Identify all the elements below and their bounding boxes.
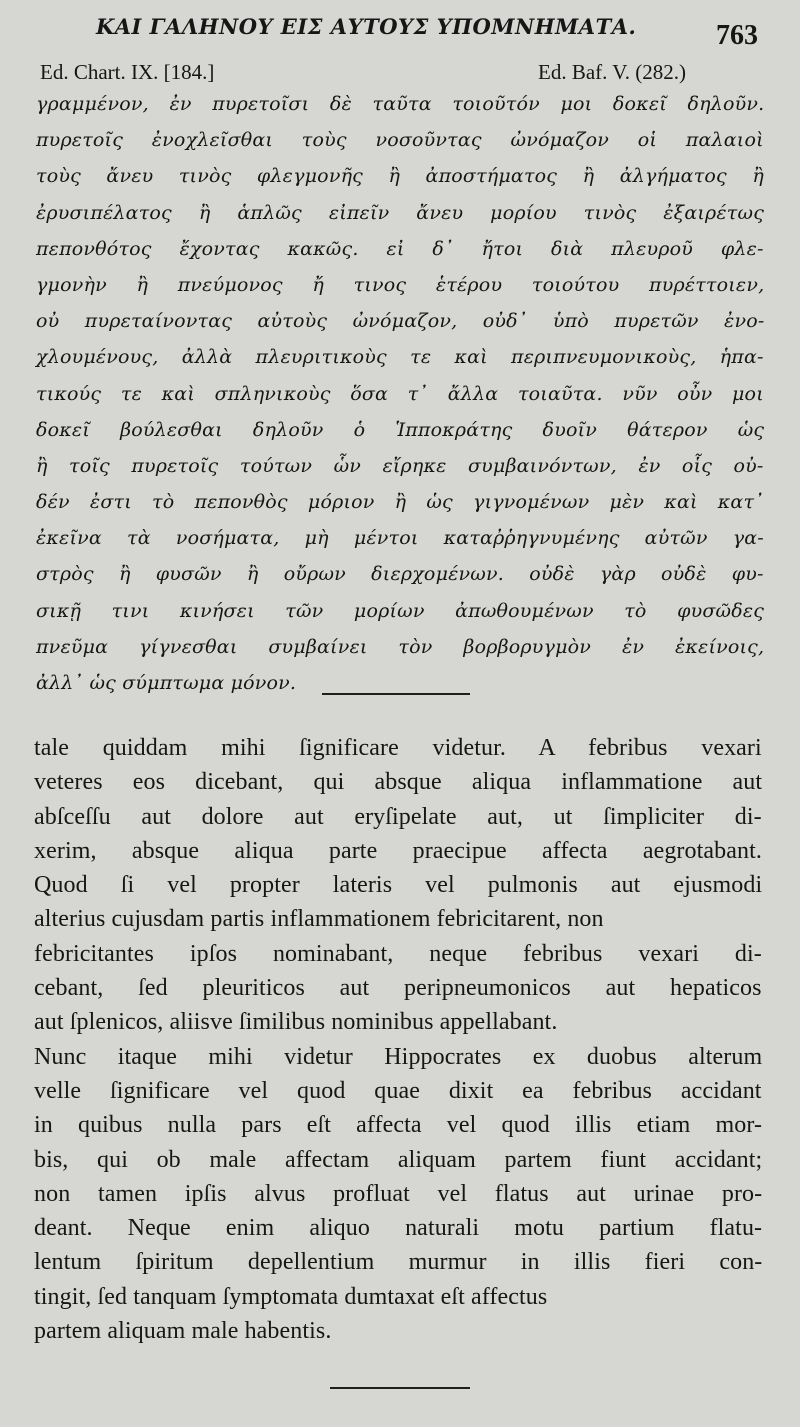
greek-line: δέν ἐστι τὸ πεπονθὸς μόριον ἢ ὡς γιγνομένων μὲν καὶ κατ᾽ [36, 491, 764, 514]
latin-line: cebant, ſed pleuriticos aut peripneumonicos aut hepaticos [34, 975, 762, 1002]
page-number: 763 [716, 20, 758, 51]
latin-line: in quibus nulla pars eſt affecta vel quod illis etiam mor- [34, 1112, 763, 1139]
latin-line: alterius cujusdam partis inflammationem febricitarent, non [34, 906, 604, 933]
latin-line: veteres eos dicebant, qui absque aliqua inflammatione aut [34, 769, 763, 796]
latin-line: febricitantes ipſos nominabant, neque febribus vexari di- [34, 940, 762, 967]
latin-line: Nunc itaque mihi videtur Hippocrates ex duobus alterum [34, 1043, 763, 1070]
greek-line: δοκεῖ βούλεσθαι δηλοῦν ὁ Ἱπποκράτης δυοῖν θάτερον ὡς [36, 418, 765, 441]
greek-line: ἀλλ᾽ ὡς σύμπτωμα μόνον. [36, 672, 297, 694]
end-divider [330, 1387, 470, 1389]
latin-line: deant. Neque enim aliquo naturali motu partium flatu- [34, 1215, 763, 1242]
greek-line: ἢ τοῖς πυρετοῖς τούτων ὧν εἴρηκε συμβαινόντων, ἐν οἷς οὐ- [36, 454, 764, 477]
latin-line: partem aliquam male habentis. [34, 1318, 332, 1345]
greek-line: γραμμένον, ἐν πυρετοῖσι δὲ ταῦτα τοιοῦτόν μοι δοκεῖ δηλοῦν. [36, 93, 765, 115]
latin-line: xerim, absque aliqua parte praecipue affecta aegrotabant. [34, 837, 762, 864]
greek-line: πεπονθότος ἔχοντας κακῶς. εἰ δ᾽ ἤτοι διὰ πλευροῦ φλε- [36, 237, 764, 260]
greek-line: πνεῦμα γίγνεσθαι συμβαίνει τὸν βορβορυγμὸν ἐν ἐκείνοις, [36, 635, 765, 658]
edition-reference-basel: Ed. Baf. V. (282.) [538, 60, 686, 84]
greek-text-block [36, 86, 764, 701]
latin-line: Quod ſi vel propter lateris vel pulmonis aut ejusmodi [34, 872, 763, 899]
greek-line: πυρετοῖς ἐνοχλεῖσθαι τοὺς νοσοῦντας ὠνόμαζον οἱ παλαιοὶ [36, 129, 764, 152]
greek-line: σικῇ τινι κινήσει τῶν μορίων ἀπωθουμένων τὸ φυσῶδες [36, 599, 765, 622]
greek-line: γμονὴν ἢ πνεύμονος ἤ τινος ἑτέρου τοιούτου πυρέττοιεν, [36, 273, 765, 296]
greek-line: τοὺς ἄνευ τινὸς φλεγμονῆς ἢ ἀποστήματος ἢ ἀλγήματος ἢ [36, 165, 764, 188]
section-divider [322, 693, 470, 695]
latin-line: tale quiddam mihi ſignificare videtur. A febribus vexari [34, 735, 762, 761]
latin-line: bis, qui ob male affectam aliquam partem fiunt accidant; [34, 1146, 763, 1173]
latin-line: velle ſignificare vel quod quae dixit ea febribus accidant [34, 1077, 762, 1104]
latin-line: abſceſſu aut dolore aut eryſipelate aut, ut ſimpliciter di- [34, 803, 762, 830]
running-title: ΚΑΙ ΓΑΛΗΝΟΥ ΕΙΣ ΑΥΤΟΥΣ ΥΠΟΜΝΗΜΑΤΑ. [96, 14, 637, 39]
latin-text-block [34, 731, 762, 1348]
latin-line: non tamen ipſis alvus profluat vel flatus aut urinae pro- [34, 1180, 763, 1207]
greek-line: οὐ πυρεταίνοντας αὐτοὺς ὠνόμαζον, οὐδ᾽ ὑπὸ πυρετῶν ἐνο- [36, 310, 765, 333]
latin-line: lentum ſpiritum depellentium murmur in illis fieri con- [34, 1249, 763, 1276]
latin-line: tingit, ſed tanquam ſymptomata dumtaxat eſt affectus [34, 1283, 548, 1310]
latin-line: aut ſplenicos, aliisve ſimilibus nominibus appellabant. [34, 1009, 558, 1036]
greek-line: ἐρυσιπέλατος ἢ ἁπλῶς εἰπεῖν ἄνευ μορίου τινὸς ἐξαιρέτως [36, 201, 765, 224]
greek-line: στρὸς ἢ φυσῶν ἢ οὔρων διερχομένων. οὐδὲ γὰρ οὐδὲ φυ- [36, 563, 764, 586]
edition-reference-chartier: Ed. Chart. IX. [184.] [40, 60, 215, 84]
greek-line: τικούς τε καὶ σπληνικοὺς ὅσα τ᾽ ἄλλα τοιαῦτα. νῦν οὖν μοι [36, 382, 764, 405]
greek-line: ἐκεῖνα τὰ νοσήματα, μὴ μέντοι καταῤῥηγνυμένης αὐτῶν γα- [36, 527, 764, 550]
greek-line: χλουμένους, ἀλλὰ πλευριτικοὺς τε καὶ περιπνευμονικοὺς, ἡπα- [36, 346, 764, 369]
